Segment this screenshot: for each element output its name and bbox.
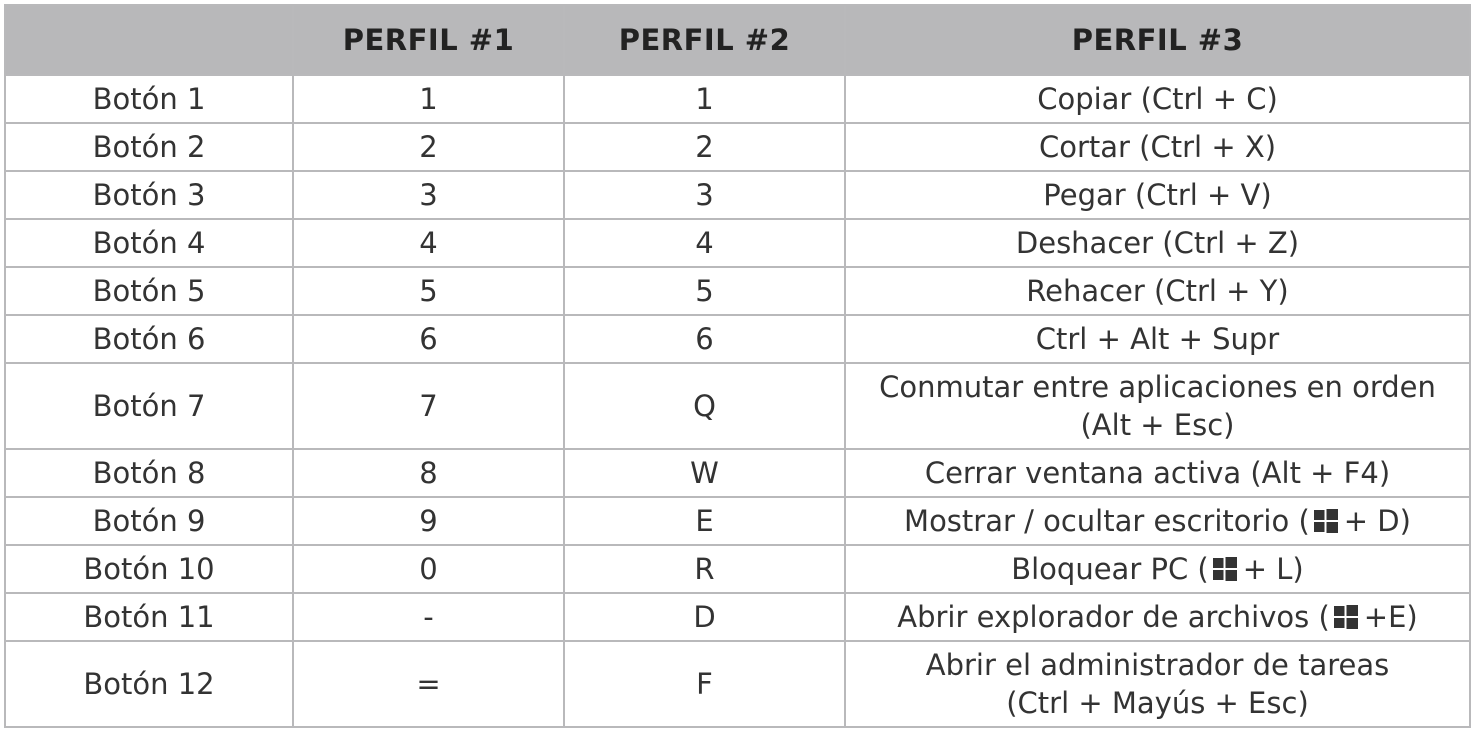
profile-1-value: 5 (293, 267, 564, 315)
profile-3-line-2: (Ctrl + Mayús + Esc) (1006, 686, 1309, 720)
button-label: Botón 4 (5, 219, 293, 267)
profile-3-value (845, 545, 1470, 593)
button-label: Botón 2 (5, 123, 293, 171)
header-empty (5, 5, 293, 75)
profile-3-value: Rehacer (Ctrl + Y) (845, 267, 1470, 315)
button-label: Botón 6 (5, 315, 293, 363)
profile-2-value: E (564, 497, 845, 545)
table-row (5, 75, 1470, 123)
button-label: Botón 9 (5, 497, 293, 545)
profile-2-value: 2 (564, 123, 845, 171)
profile-3-text-pre: Mostrar / ocultar escritorio ( (904, 504, 1310, 538)
header-profile-1: PERFIL #1 (293, 5, 564, 75)
profile-2-value: 1 (564, 75, 845, 123)
windows-key-icon (1314, 509, 1338, 533)
profile-2-value: 3 (564, 171, 845, 219)
profile-3-text-pre: Abrir explorador de archivos ( (897, 600, 1330, 634)
profile-3-value (845, 497, 1470, 545)
profile-1-value: 3 (293, 171, 564, 219)
table-row (5, 219, 1470, 267)
header-profile-2: PERFIL #2 (564, 5, 845, 75)
profile-3-value (845, 363, 1470, 449)
profile-1-value: 4 (293, 219, 564, 267)
profile-3-text-pre: Bloquear PC ( (1011, 552, 1209, 586)
button-label: Botón 11 (5, 593, 293, 641)
table-row (5, 497, 1470, 545)
profile-1-value: 1 (293, 75, 564, 123)
profile-1-value: 0 (293, 545, 564, 593)
profile-2-value: Q (564, 363, 845, 449)
profile-table-container (4, 4, 1469, 747)
profile-2-value: R (564, 545, 845, 593)
profile-2-value: D (564, 593, 845, 641)
table-row (5, 123, 1470, 171)
profile-2-value: 5 (564, 267, 845, 315)
table-row (5, 641, 1470, 727)
header-profile-3: PERFIL #3 (845, 5, 1470, 75)
button-label: Botón 12 (5, 641, 293, 727)
profile-2-value: W (564, 449, 845, 497)
header-row (5, 5, 1470, 75)
button-label: Botón 5 (5, 267, 293, 315)
profile-mapping-table (4, 4, 1471, 728)
profile-3-value: Cerrar ventana activa (Alt + F4) (845, 449, 1470, 497)
profile-1-value: 9 (293, 497, 564, 545)
profile-2-value: 4 (564, 219, 845, 267)
button-label: Botón 10 (5, 545, 293, 593)
profile-2-value: F (564, 641, 845, 727)
windows-key-icon (1334, 605, 1358, 629)
profile-2-value: 6 (564, 315, 845, 363)
profile-1-value: = (293, 641, 564, 727)
profile-3-text-post: +E) (1363, 600, 1418, 634)
profile-1-value: 8 (293, 449, 564, 497)
table-row (5, 545, 1470, 593)
profile-3-text-post: + L) (1242, 552, 1304, 586)
profile-3-value (845, 593, 1470, 641)
profile-1-value: - (293, 593, 564, 641)
button-label: Botón 8 (5, 449, 293, 497)
table-row (5, 449, 1470, 497)
table-row (5, 593, 1470, 641)
table-row (5, 363, 1470, 449)
profile-3-line-2: (Alt + Esc) (1080, 408, 1235, 442)
profile-3-value: Ctrl + Alt + Supr (845, 315, 1470, 363)
table-row (5, 315, 1470, 363)
profile-1-value: 2 (293, 123, 564, 171)
profile-3-text-post: + D) (1343, 504, 1411, 538)
button-label: Botón 1 (5, 75, 293, 123)
profile-3-value: Copiar (Ctrl + C) (845, 75, 1470, 123)
windows-key-icon (1213, 557, 1237, 581)
button-label: Botón 3 (5, 171, 293, 219)
profile-1-value: 6 (293, 315, 564, 363)
profile-3-value (845, 641, 1470, 727)
profile-3-line-1: Abrir el administrador de tareas (925, 648, 1390, 682)
table-row (5, 267, 1470, 315)
profile-3-value: Pegar (Ctrl + V) (845, 171, 1470, 219)
profile-1-value: 7 (293, 363, 564, 449)
profile-3-value: Cortar (Ctrl + X) (845, 123, 1470, 171)
profile-3-value: Deshacer (Ctrl + Z) (845, 219, 1470, 267)
button-label: Botón 7 (5, 363, 293, 449)
profile-3-line-1: Conmutar entre aplicaciones en orden (879, 370, 1436, 404)
table-row (5, 171, 1470, 219)
